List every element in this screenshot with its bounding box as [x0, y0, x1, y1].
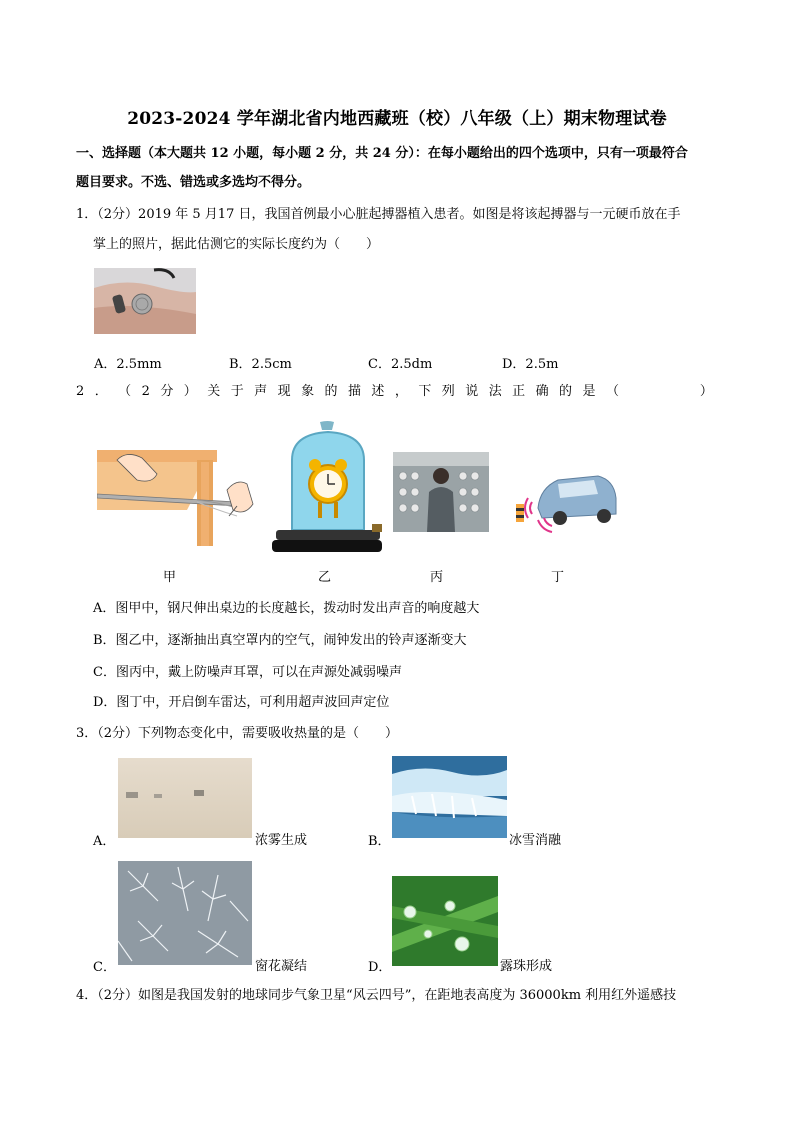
q2-stem-char: 的 [324, 384, 338, 399]
q2-stem-char: 的 [559, 384, 573, 399]
q3-photo-dew [392, 876, 498, 966]
q2-stem-char: （ [605, 384, 619, 399]
q2-stem-char: ， [394, 384, 408, 399]
q2-figure-car [508, 468, 620, 534]
q3-photo-frost [118, 861, 252, 965]
q2-stem-char: 列 [441, 384, 455, 399]
q2-figure-ruler [97, 450, 267, 560]
q1-option-a: A．2.5mm [94, 357, 162, 372]
q2-stem-char: 2 [76, 384, 85, 399]
q2-stem-char: 象 [301, 384, 315, 399]
q1-stem-line2: 掌上的照片，据此估测它的实际长度约为（ ） [93, 237, 380, 252]
q3-option-d-letter: D． [368, 960, 392, 975]
q3-photo-ice [392, 756, 507, 838]
q1-option-d: D．2.5m [502, 357, 559, 372]
q1-option-b: B．2.5cm [229, 357, 292, 372]
q2-caption-yi: 乙 [318, 570, 332, 585]
q2-option-b: B．图乙中，逐渐抽出真空罩内的空气，闹钟发出的铃声逐渐变大 [93, 633, 467, 648]
section-heading-line1: 一、选择题（本大题共 12 小题，每小题 2 分，共 24 分）：在每小题给出的四个选项中，只有一项最符合 [76, 146, 688, 161]
q2-figure-factory [393, 452, 489, 532]
q3-option-b-letter: B． [368, 834, 391, 849]
q2-stem-char: 声 [254, 384, 268, 399]
q3-option-d-text: 露珠形成 [500, 959, 553, 974]
q2-caption-ding: 丁 [551, 570, 565, 585]
q2-stem-char: 2 [141, 384, 150, 399]
q2-stem-char: 法 [488, 384, 502, 399]
q2-stem-char: 述 [371, 384, 385, 399]
q3-option-c-text: 窗花凝结 [255, 959, 308, 974]
q4-stem-line1: 4．（2分）如图是我国发射的地球同步气象卫星“风云四号”，在距地表高度为 36000km 利用红外遥感技 [76, 988, 677, 1003]
q2-stem-char: 现 [277, 384, 291, 399]
q2-stem [76, 383, 713, 401]
q2-figure-bell-jar [272, 420, 384, 560]
q2-stem-char: 确 [535, 384, 549, 399]
q3-option-a-letter: A． [93, 834, 116, 849]
page-title: 2023-2024 学年湖北省内地西藏班（校）八年级（上）期末物理试卷 [127, 109, 667, 129]
q2-stem-char: ． [94, 384, 108, 399]
q2-option-a: A．图甲中，钢尺伸出桌边的长度越长，拨动时发出声音的响度越大 [93, 601, 480, 616]
q2-stem-char: 关 [207, 384, 221, 399]
q2-stem-char: 分 [160, 384, 174, 399]
q2-option-d: D．图丁中，开启倒车雷达，可利用超声波回声定位 [93, 695, 390, 710]
q2-stem-char: 是 [582, 384, 596, 399]
q3-photo-fog [118, 758, 252, 838]
q3-stem: 3．（2分）下列物态变化中，需要吸收热量的是（ ） [76, 726, 399, 741]
q2-stem-char: 描 [347, 384, 361, 399]
q2-stem-char: 说 [465, 384, 479, 399]
q2-stem-char: ） [699, 384, 713, 399]
q2-stem-char: ） [183, 384, 197, 399]
q2-stem-char: 下 [418, 384, 432, 399]
q3-option-a-text: 浓雾生成 [255, 833, 308, 848]
q2-stem-char: （ [118, 384, 132, 399]
q2-stem-char: 正 [512, 384, 526, 399]
q1-pacemaker-photo [94, 268, 196, 334]
q3-option-c-letter: C． [93, 960, 116, 975]
q1-option-c: C．2.5dm [368, 357, 433, 372]
q2-caption-bing: 丙 [430, 570, 444, 585]
q2-caption-jia: 甲 [163, 570, 177, 585]
q2-stem-char: 于 [230, 384, 244, 399]
q1-stem-line1: 1．（2分）2019 年 5 月17 日，我国首例最小心脏起搏器植入患者。如图是将该起搏器与一元硬币放在手 [76, 207, 681, 222]
q2-option-c: C．图丙中，戴上防噪声耳罩，可以在声源处减弱噪声 [93, 665, 402, 680]
section-heading-line2: 题目要求。不选、错选或多选均不得分。 [76, 175, 311, 190]
q3-option-b-text: 冰雪消融 [509, 833, 562, 848]
